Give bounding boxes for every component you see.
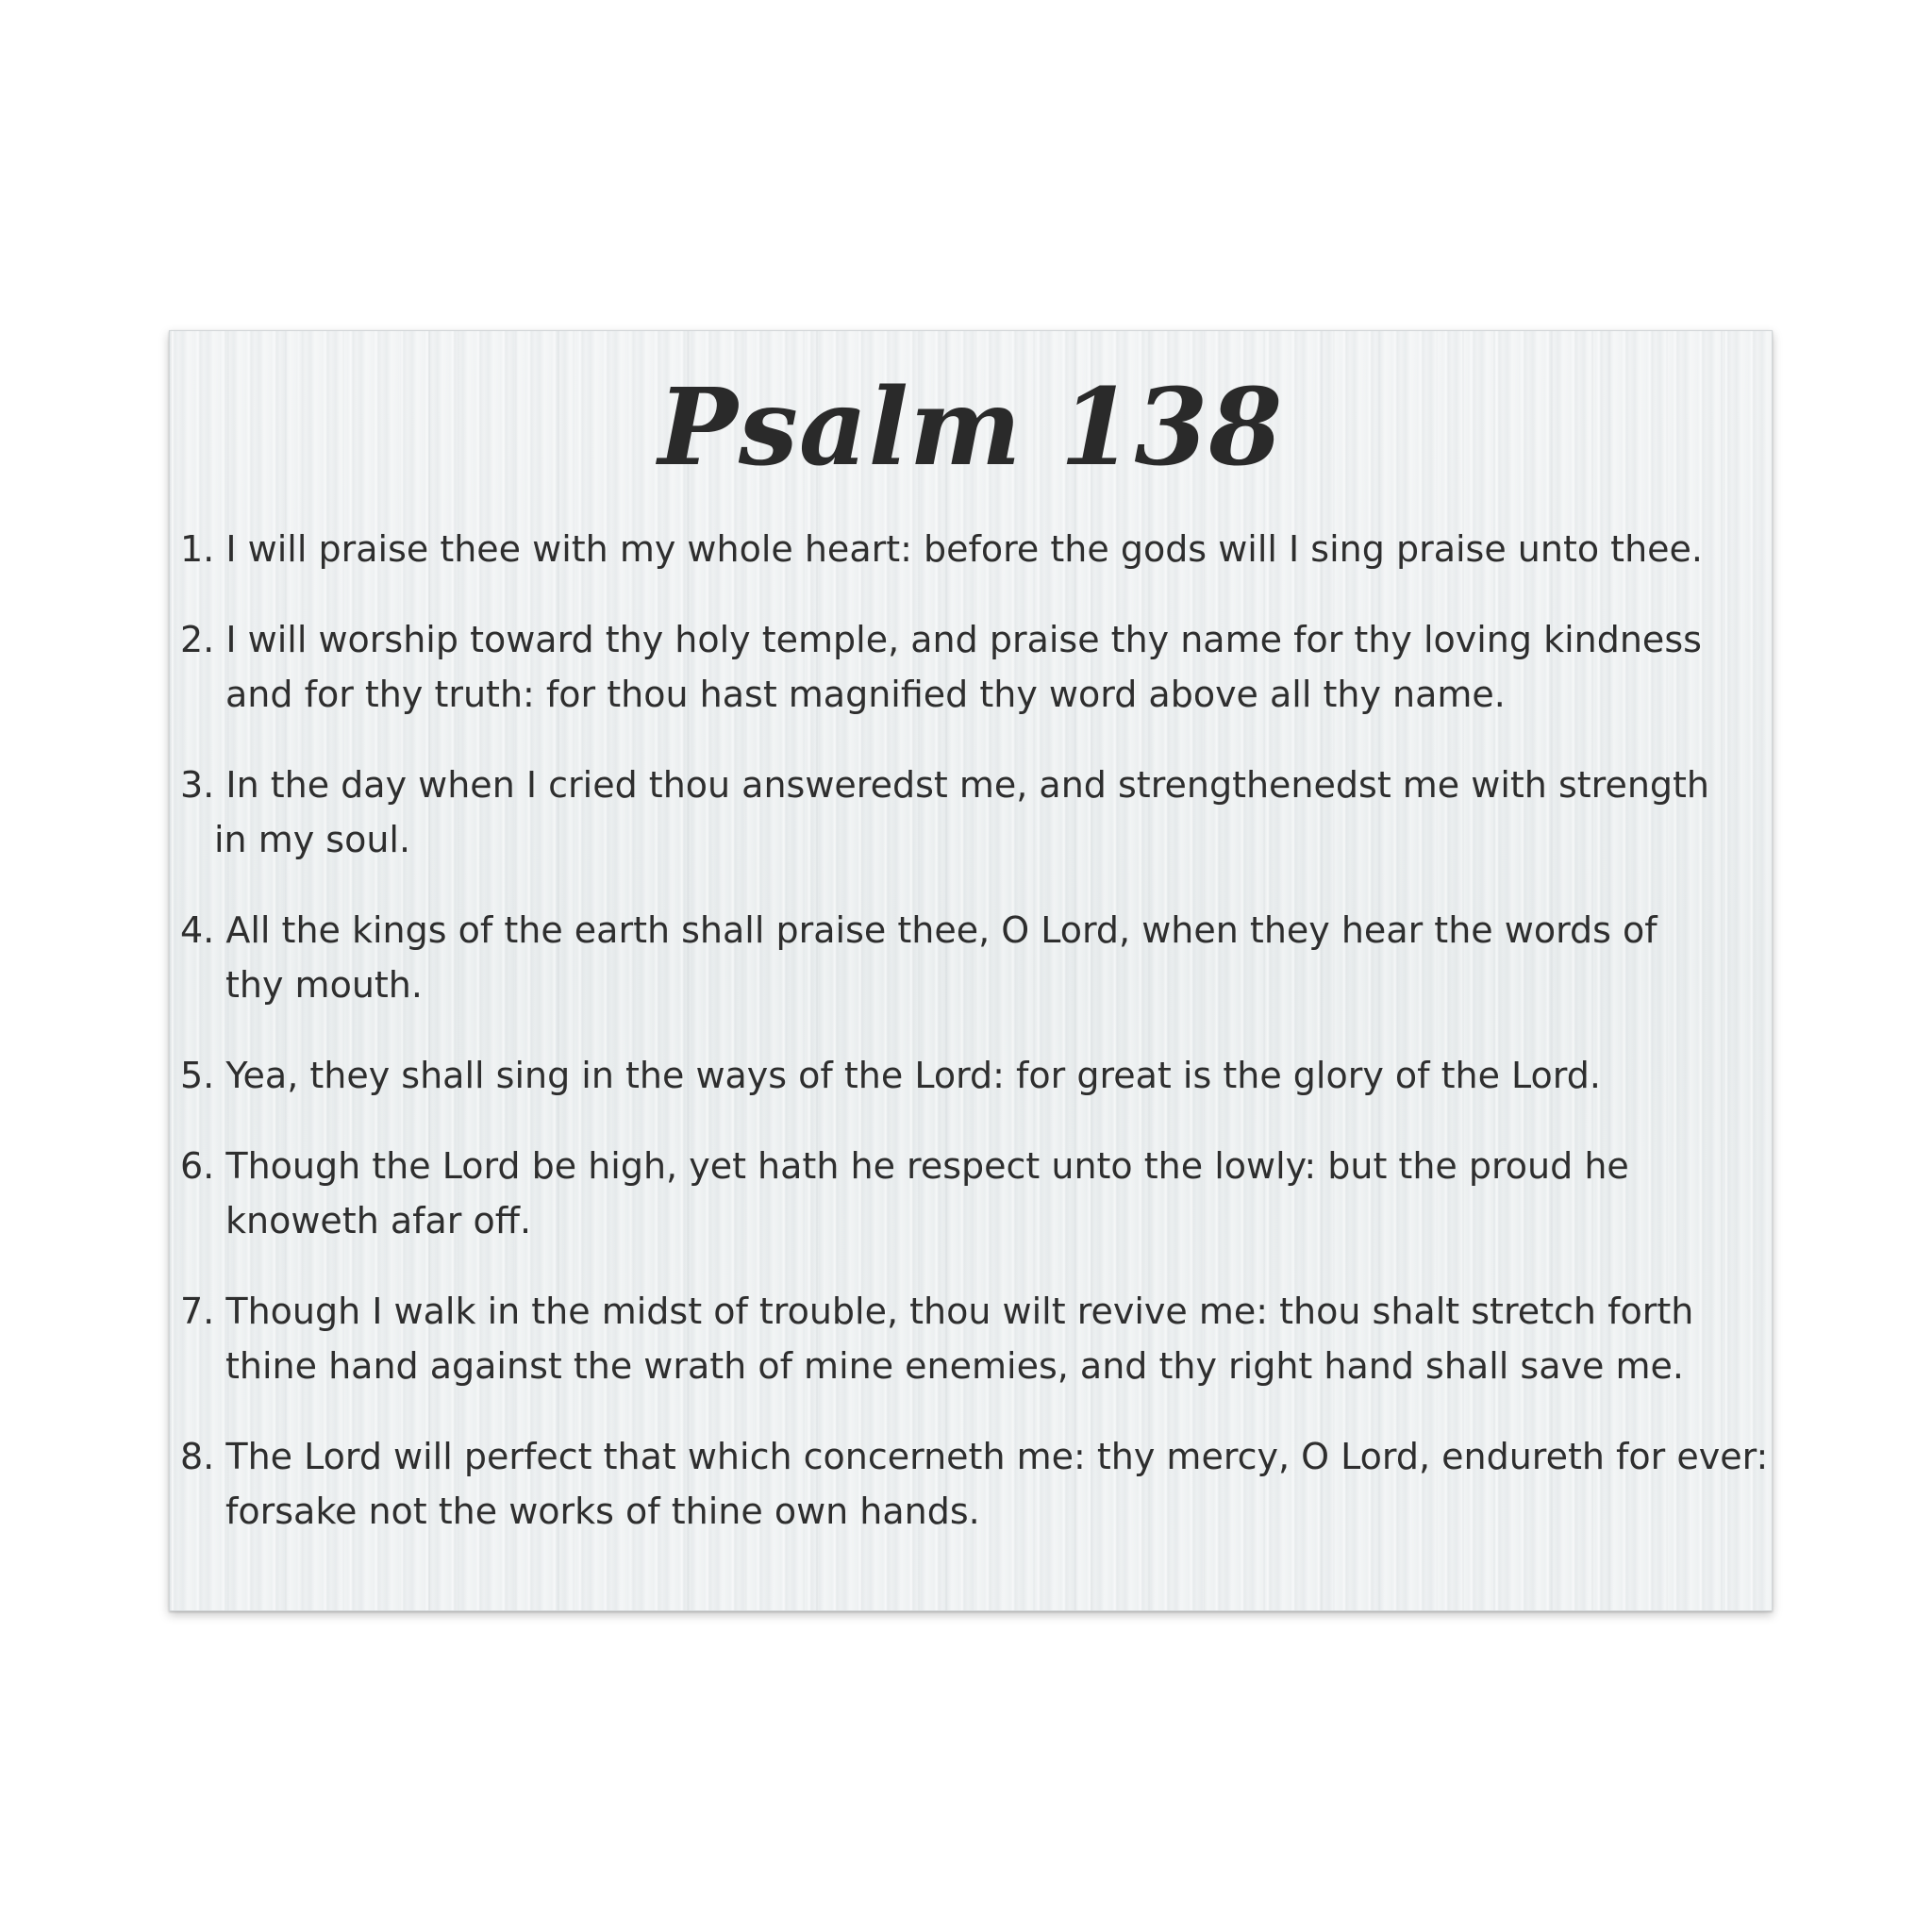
verse-text: I will praise thee with my whole heart: before the gods will I sing praise unto thee.: [225, 528, 1704, 570]
verse-line: [180, 758, 1765, 812]
verse-line: [180, 1048, 1765, 1103]
verse-3: [180, 758, 1765, 867]
verse-text: Yea, they shall sing in the ways of the Lord: for great is the glory of the Lord.: [225, 1055, 1601, 1096]
verse-4: [180, 903, 1765, 1012]
verse-line: [180, 903, 1765, 958]
verse-8: [180, 1429, 1769, 1539]
verse-number: 5.: [180, 1055, 215, 1096]
verse-number: 7.: [180, 1291, 215, 1332]
verse-7: [180, 1284, 1765, 1393]
verse-text: Though I walk in the midst of trouble, thou wilt revive me: thou shalt stretch forth: [225, 1291, 1694, 1332]
page-title: Psalm 138: [658, 366, 1284, 490]
verse-1: [180, 522, 1765, 576]
verse-line-continued: knoweth afar off.: [225, 1200, 532, 1241]
verse-text: The Lord will perfect that which concerneth me: thy mercy, O Lord, endureth for ever:: [225, 1436, 1769, 1477]
verse-line-continued: and for thy truth: for thou hast magnified thy word above all thy name.: [225, 674, 1506, 715]
verse-line-continued: forsake not the works of thine own hands.: [225, 1491, 980, 1532]
verse-number: 1.: [180, 528, 215, 570]
verse-line: [180, 612, 1765, 667]
verse-line: [180, 1284, 1765, 1339]
verse-number: 8.: [180, 1436, 215, 1477]
canvas-print: [169, 330, 1773, 1611]
verse-number: 2.: [180, 619, 215, 660]
verse-text: In the day when I cried thou answeredst me, and strengthenedst me with strength: [225, 764, 1710, 806]
verse-text: All the kings of the earth shall praise thee, O Lord, when they hear the words of: [225, 909, 1657, 951]
verse-list: [180, 522, 1769, 1574]
verse-5: [180, 1048, 1765, 1103]
verse-line: [180, 1139, 1765, 1193]
verse-number: 4.: [180, 909, 215, 951]
verse-number: 3.: [180, 764, 215, 806]
verse-number: 6.: [180, 1145, 215, 1187]
verse-2: [180, 612, 1765, 722]
verse-text: I will worship toward thy holy temple, and praise thy name for thy loving kindness: [225, 619, 1702, 660]
verse-line-continued: in my soul.: [214, 819, 411, 860]
verse-line-continued: thy mouth.: [225, 964, 423, 1006]
verse-line: [180, 522, 1765, 576]
verse-line-continued: thine hand against the wrath of mine enemies, and thy right hand shall save me.: [225, 1345, 1684, 1387]
verse-line: [180, 1429, 1769, 1484]
verse-6: [180, 1139, 1765, 1248]
verse-text: Though the Lord be high, yet hath he respect unto the lowly: but the proud he: [225, 1145, 1629, 1187]
